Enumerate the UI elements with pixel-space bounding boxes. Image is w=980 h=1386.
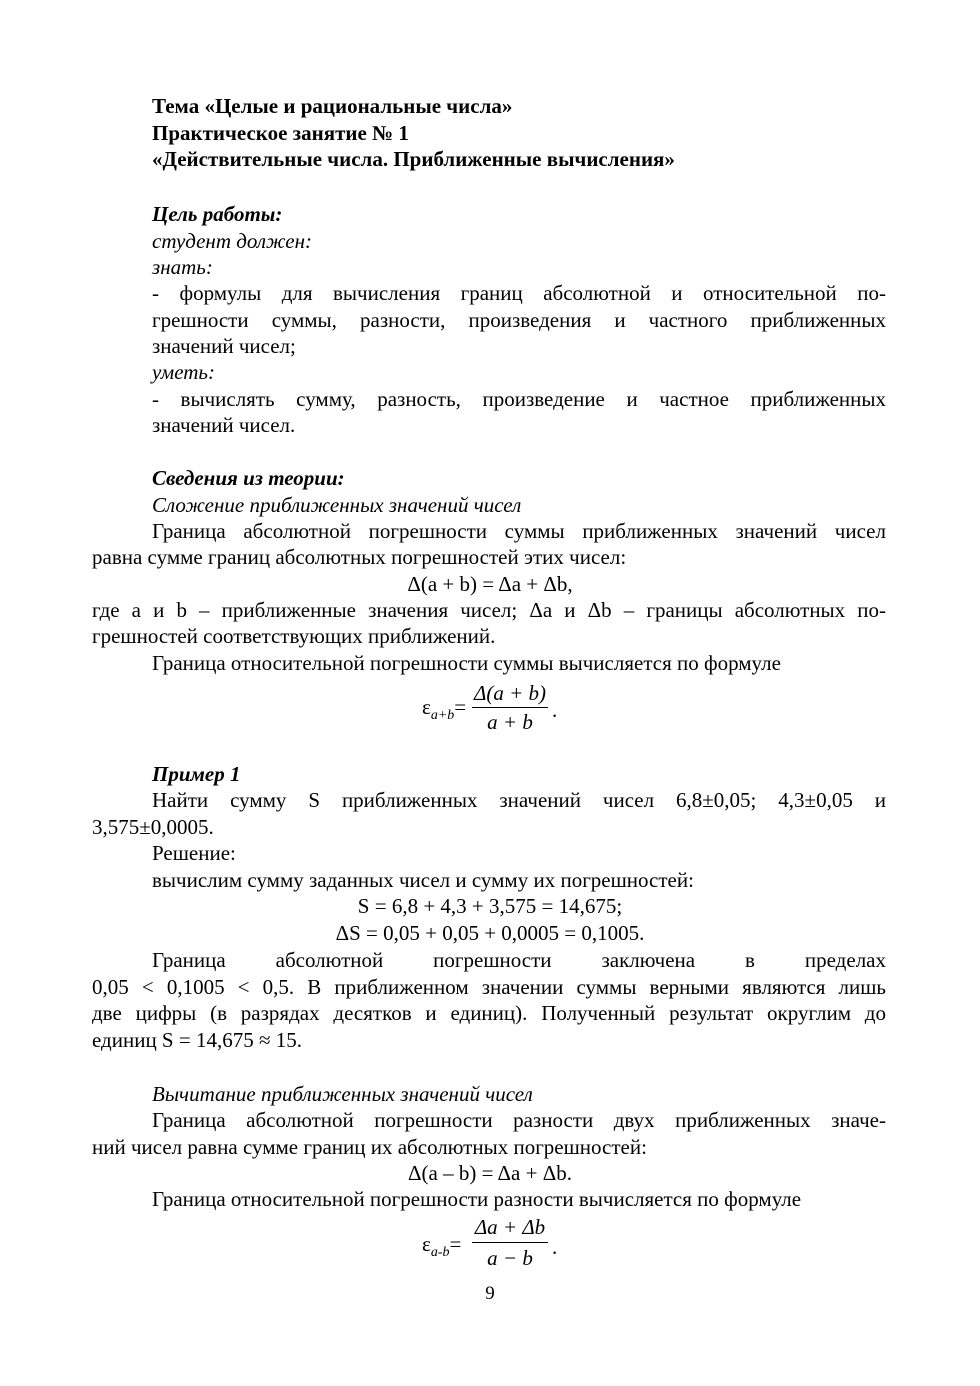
fraction-numerator: Δ(a + b) [474, 681, 546, 705]
fraction-bar [472, 1242, 548, 1243]
epsilon-symbol: ε [422, 1232, 431, 1256]
goal-student: студент должен: [152, 229, 313, 253]
subtraction-title: Вычитание приближенных значений чисел [152, 1082, 533, 1106]
fraction-numerator: Δa + Δb [474, 1215, 546, 1239]
example-line: две цифры (в разрядах десятков и единиц). Полученный результат округлим до [92, 1001, 886, 1025]
goal-know-line: - формулы для вычисления границ абсолютной и относительной по- [152, 281, 886, 305]
topic-heading: Тема «Целые и рациональные числа» [152, 94, 513, 118]
formula-period: . [552, 1235, 558, 1259]
example-heading: Пример 1 [152, 762, 241, 786]
goal-know-line: грешности суммы, разности, произведения и частного приближенных [152, 308, 886, 332]
addition-formula: Δ(a + b) = Δa + Δb, [407, 572, 573, 596]
example-line: вычислим сумму заданных чисел и сумму их погрешностей: [152, 868, 694, 892]
goal-heading: Цель работы: [152, 202, 283, 226]
example-formula: ΔS = 0,05 + 0,05 + 0,0005 = 0,1005. [335, 921, 645, 945]
goal-can-line: - вычислять сумму, разность, произведение и частное приближенных [152, 387, 886, 411]
example-line: Найти сумму S приближенных значений чисел 6,8±0,05; 4,3±0,05 и [152, 788, 886, 812]
equals-sign: = [449, 1232, 462, 1256]
addition-relative-text: Граница относительной погрешности суммы вычисляется по формуле [152, 651, 781, 675]
addition-paragraph-line: равна сумме границ абсолютных погрешностей этих чисел: [92, 545, 627, 569]
equals-sign: = [454, 695, 467, 719]
example-solution-label: Решение: [152, 841, 236, 865]
addition-paragraph-line: где a и b – приближенные значения чисел; Δa и Δb – границы абсолютных по- [92, 598, 886, 622]
fraction-denominator: a + b [487, 710, 533, 734]
example-line: Граница абсолютной погрешности заключена в пределах [152, 948, 886, 972]
subtraction-relative-text: Граница относительной погрешности разности вычисляется по формуле [152, 1187, 802, 1211]
example-line: единиц S = 14,675 ≈ 15. [92, 1028, 302, 1052]
goal-know-line: значений чисел; [152, 334, 296, 358]
addition-paragraph-line: Граница абсолютной погрешности суммы приближенных значений чисел [152, 519, 886, 543]
epsilon-subscript: a-b [430, 1245, 450, 1260]
example-formula: S = 6,8 + 4,3 + 3,575 = 14,675; [357, 894, 623, 918]
subtraction-paragraph-line: ний чисел равна сумме границ их абсолютных погрешностей: [92, 1135, 647, 1159]
goal-can-line: значений чисел. [152, 413, 296, 437]
theory-heading: Сведения из теории: [152, 466, 345, 490]
lesson-title: «Действительные числа. Приближенные вычисления» [152, 147, 675, 171]
goal-can: уметь: [152, 360, 215, 384]
subtraction-paragraph-line: Граница абсолютной погрешности разности двух приближенных значе- [152, 1108, 886, 1132]
addition-title: Сложение приближенных значений чисел [152, 493, 522, 517]
epsilon-symbol: ε [422, 695, 431, 719]
goal-know: знать: [152, 255, 213, 279]
addition-paragraph-line: грешностей соответствующих приближений. [92, 624, 496, 648]
formula-period: . [552, 698, 558, 722]
example-line: 0,05 < 0,1005 < 0,5. В приближенном значении суммы верными являются лишь [92, 975, 886, 999]
subtraction-formula: Δ(a – b) = Δa + Δb. [408, 1161, 572, 1185]
fraction-denominator: a − b [487, 1246, 533, 1270]
example-line: 3,575±0,0005. [92, 815, 214, 839]
fraction-bar [472, 707, 548, 708]
lesson-heading: Практическое занятие № 1 [152, 121, 409, 145]
page-number: 9 [485, 1283, 495, 1304]
epsilon-subscript: a+b [430, 708, 455, 723]
